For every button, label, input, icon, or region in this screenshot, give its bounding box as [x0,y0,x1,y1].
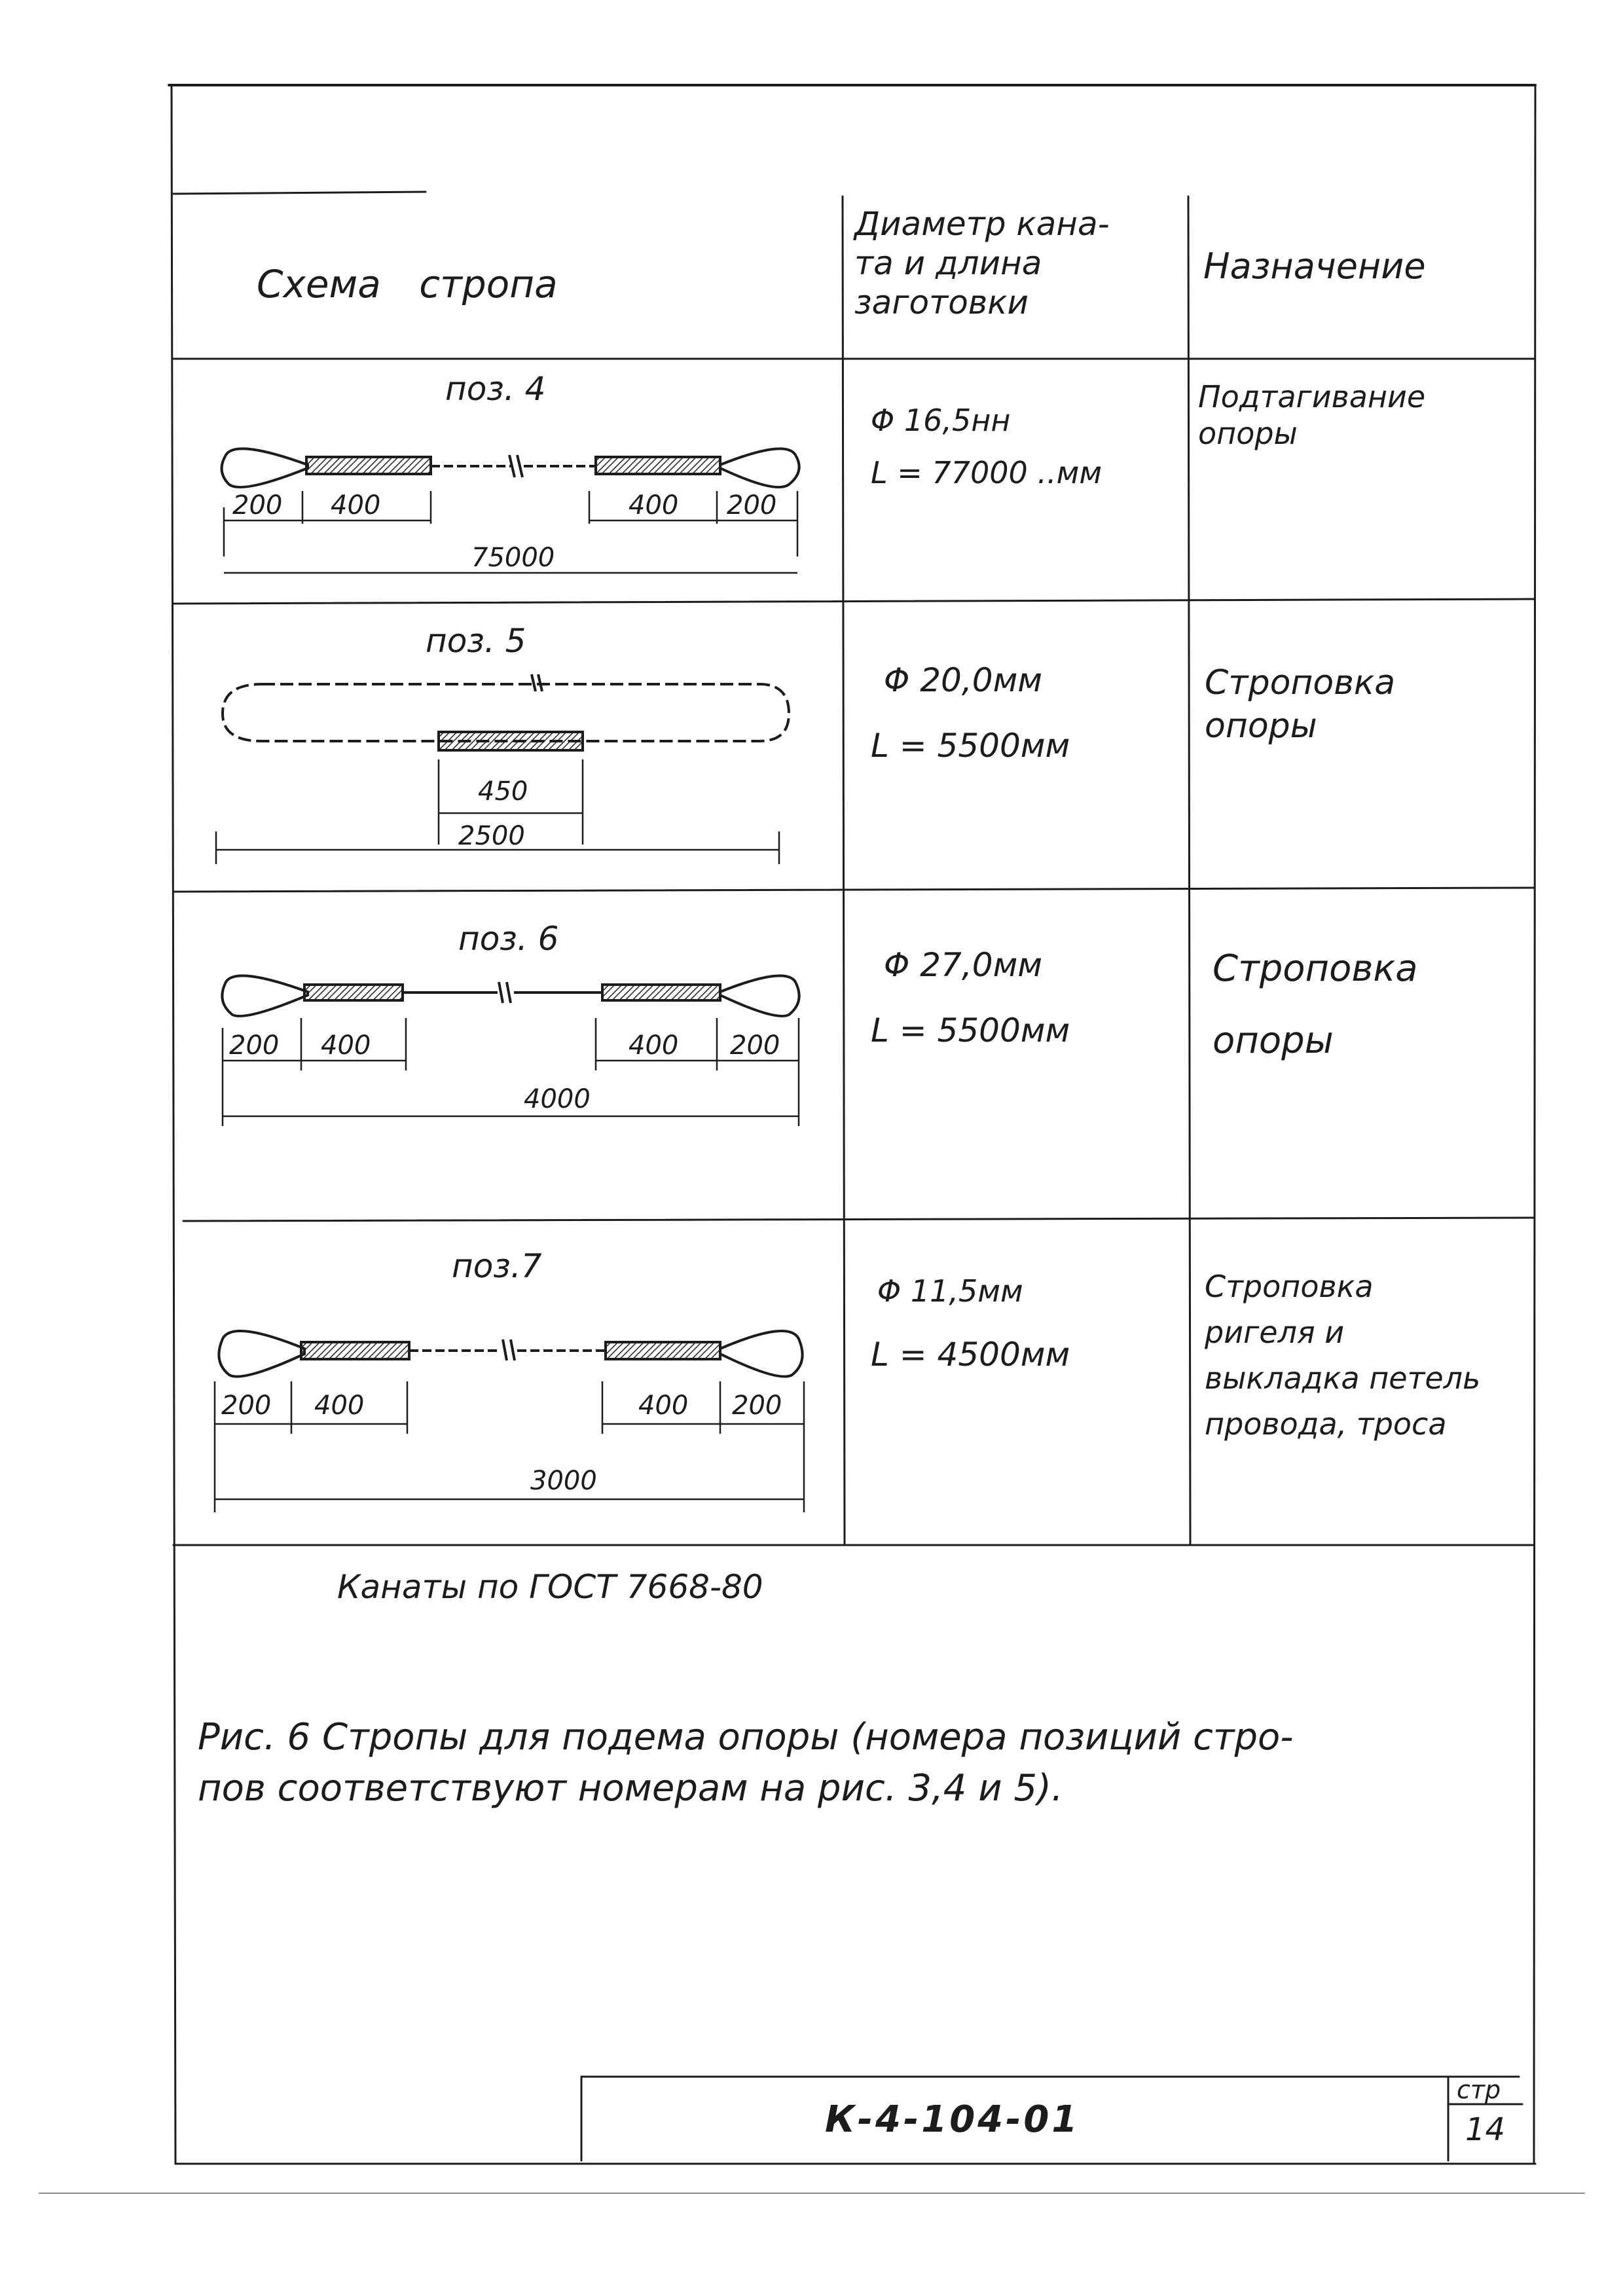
header-diameter-line-1: Диаметр кана- [854,205,1110,243]
header-scheme: Схема стропа [257,262,558,306]
row4-dim-4: 200 [727,490,777,520]
left-loop [222,975,308,1016]
left-splice [304,985,403,1000]
row5-diameter: Φ 20,0мм [884,661,1043,699]
left-splice [306,457,431,474]
right-loop [720,975,799,1016]
row7-dim-1: 200 [221,1391,272,1421]
row7-purpose-line-4: провода, троса [1205,1406,1447,1442]
row7-dim-4: 200 [732,1391,782,1421]
row4-dim-3: 400 [629,490,679,520]
row7-diameter: Φ 11,5мм [877,1273,1023,1309]
splice [439,732,583,750]
row6-length: L = 5500мм [871,1011,1070,1049]
header-diameter-line-3: заготовки [854,283,1029,321]
figure-caption-line-2: пов соответствуют номерам на рис. 3,4 и 5). [198,1767,1063,1810]
left-splice [301,1342,409,1359]
row4-purpose [1198,378,1425,452]
row6-purpose-line-2: опоры [1213,1019,1334,1062]
left-loop [222,448,308,487]
row4-dim-1: 200 [232,490,283,520]
row5-dim-total: 2500 [458,821,525,851]
break-mark [503,1339,515,1360]
left-loop [219,1331,304,1377]
header-diameter [854,204,1110,322]
break-mark [499,982,511,1003]
row6-purpose-line-1: Строповка [1213,947,1418,990]
row4-dim-total: 75000 [471,543,555,573]
row4-bottom-line [173,599,1534,604]
row4-dim-2: 400 [331,490,381,520]
row4-purpose-line-2: опоры [1198,416,1298,451]
row6-dim-3: 400 [629,1030,679,1061]
right-splice [596,457,720,474]
row5-bottom-line [173,888,1534,892]
row5-purpose-line-1: Строповка [1205,663,1396,702]
col-divider-2 [1188,196,1190,1545]
header-purpose: Назначение [1203,246,1426,287]
row5-dim-1: 450 [478,776,528,807]
row7-dim-total: 3000 [530,1466,597,1496]
row5-position: поз. 5 [426,622,526,660]
sling-diagram-pos7 [196,1309,825,1532]
sheet-label: стр [1457,2075,1501,2104]
row7-purpose-line-3: выкладка петель [1205,1360,1481,1396]
row7-position: поз.7 [452,1247,542,1285]
row4-position: поз. 4 [445,370,546,408]
row7-length: L = 4500мм [871,1336,1070,1374]
table-top-line-partial [173,192,426,194]
row6-dim-4: 200 [730,1030,780,1061]
row6-bottom-line [183,1218,1534,1221]
row6-purpose [1213,933,1418,1077]
col-divider-1 [843,196,845,1545]
frame-right-line [1534,85,1535,2164]
sling-diagram-pos5 [196,668,825,877]
row4-diameter: Φ 16,5нн [871,403,1011,438]
right-loop [720,1331,803,1377]
row7-dim-3: 400 [638,1391,689,1421]
figure-caption [198,1712,1294,1814]
row6-position: поз. 6 [458,920,559,958]
break-mark [509,455,522,477]
row6-diameter: Φ 27,0мм [884,946,1043,984]
right-loop [720,448,799,487]
row4-length: L = 77000 ..мм [871,455,1103,490]
rope-standard-note: Канаты по ГОСТ 7668-80 [337,1568,763,1606]
row5-length: L = 5500мм [871,727,1070,765]
sheet-number: 14 [1465,2111,1506,2148]
row7-purpose [1205,1264,1480,1447]
row4-purpose-line-1: Подтагивание [1198,379,1426,414]
sling-diagram-pos4 [196,419,825,596]
row6-dim-1: 200 [229,1030,280,1061]
row5-purpose-line-2: опоры [1205,706,1317,746]
sling-diagram-pos6 [196,956,825,1146]
frame-left-line [172,85,175,2164]
row6-dim-total: 4000 [524,1084,591,1114]
header-diameter-line-2: та и длина [854,244,1042,282]
row7-purpose-line-1: Строповка [1205,1269,1374,1304]
row6-dim-2: 400 [321,1030,371,1061]
right-splice [602,985,720,1000]
row7-dim-2: 400 [314,1391,365,1421]
figure-caption-line-1: Рис. 6 Стропы для подема опоры (номера позиций стро- [198,1716,1294,1758]
row5-purpose [1205,661,1395,748]
row7-purpose-line-2: ригеля и [1205,1315,1345,1350]
right-splice [606,1342,720,1359]
document-code: К-4-104-01 [825,2098,1080,2141]
